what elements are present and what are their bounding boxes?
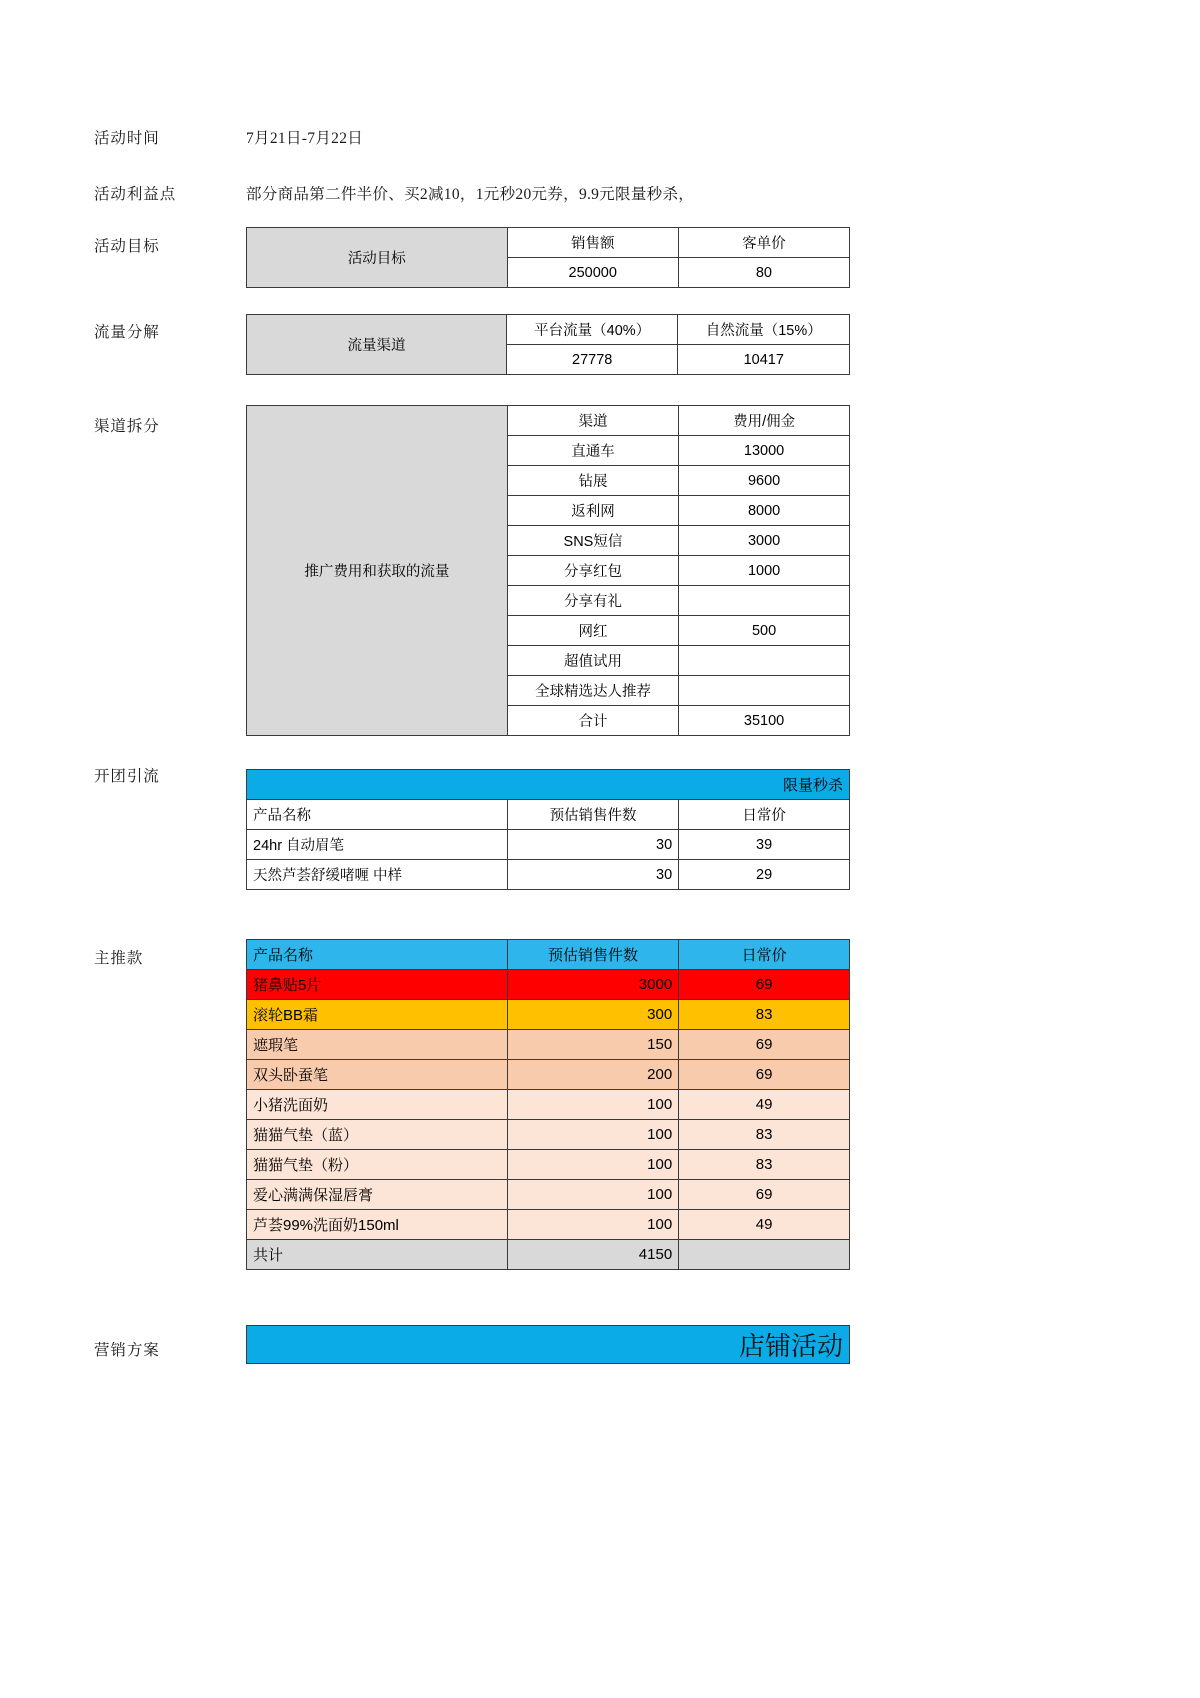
traffic-col-platform: 平台流量（40%） <box>506 315 678 345</box>
goal-row-header: 活动目标 <box>247 228 508 288</box>
main-product-price: 83 <box>679 1150 850 1180</box>
goal-table <box>246 227 850 288</box>
main-product-price <box>679 1240 850 1270</box>
flash-col-header: 预估销售件数 <box>507 800 678 830</box>
main-product-qty: 300 <box>507 1000 678 1030</box>
channel-col-name: 渠道 <box>507 406 678 436</box>
goal-col-aov: 客单价 <box>678 228 849 258</box>
table-row <box>247 1180 850 1210</box>
marketing-banner-text: 店铺活动 <box>247 1326 850 1364</box>
table-row <box>247 940 850 970</box>
channel-cost: 1000 <box>679 556 850 586</box>
goal-value-sales: 250000 <box>507 258 678 288</box>
main-product-name: 爱心满满保湿唇膏 <box>247 1180 508 1210</box>
table-row <box>247 406 850 436</box>
table-row <box>247 800 850 830</box>
table-row <box>247 315 850 345</box>
label-activity-benefits: 活动利益点 <box>94 186 177 203</box>
main-product-qty: 100 <box>507 1150 678 1180</box>
flash-product-name: 天然芦荟舒缓啫喱 中样 <box>247 860 508 890</box>
label-launch-traffic: 开团引流 <box>94 768 160 785</box>
main-product-qty: 3000 <box>507 970 678 1000</box>
channel-cost: 3000 <box>679 526 850 556</box>
label-main-products: 主推款 <box>94 950 144 967</box>
table-row <box>247 1090 850 1120</box>
main-product-price: 49 <box>679 1090 850 1120</box>
main-product-name: 遮瑕笔 <box>247 1030 508 1060</box>
main-product-qty: 200 <box>507 1060 678 1090</box>
table-row <box>247 860 850 890</box>
flash-col-header: 产品名称 <box>247 800 508 830</box>
channel-name: 合计 <box>507 706 678 736</box>
traffic-col-organic: 自然流量（15%） <box>678 315 850 345</box>
main-product-qty: 100 <box>507 1090 678 1120</box>
main-product-price: 49 <box>679 1210 850 1240</box>
channel-cost <box>679 646 850 676</box>
channel-name: 返利网 <box>507 496 678 526</box>
label-activity-time: 活动时间 <box>94 130 160 147</box>
main-product-price: 69 <box>679 1030 850 1060</box>
channel-cost <box>679 676 850 706</box>
table-row <box>247 228 850 258</box>
flash-product-name: 24hr 自动眉笔 <box>247 830 508 860</box>
channel-cost: 35100 <box>679 706 850 736</box>
main-product-name: 猫猫气垫（粉） <box>247 1150 508 1180</box>
channel-cost: 500 <box>679 616 850 646</box>
main-product-price: 69 <box>679 1180 850 1210</box>
label-activity-goal: 活动目标 <box>94 238 160 255</box>
label-marketing-plan: 营销方案 <box>94 1342 160 1359</box>
table-row <box>247 1150 850 1180</box>
channel-cost: 8000 <box>679 496 850 526</box>
main-product-price: 69 <box>679 1060 850 1090</box>
traffic-row-header: 流量渠道 <box>247 315 507 375</box>
table-row <box>247 1120 850 1150</box>
main-product-price: 69 <box>679 970 850 1000</box>
channel-row-header: 推广费用和获取的流量 <box>247 406 508 736</box>
table-row <box>247 1060 850 1090</box>
table-row <box>247 970 850 1000</box>
main-col-header: 日常价 <box>679 940 850 970</box>
channel-name: 分享有礼 <box>507 586 678 616</box>
goal-value-aov: 80 <box>678 258 849 288</box>
main-product-price: 83 <box>679 1120 850 1150</box>
label-traffic-breakdown: 流量分解 <box>94 324 160 341</box>
channel-col-cost: 费用/佣金 <box>679 406 850 436</box>
main-product-qty: 100 <box>507 1120 678 1150</box>
traffic-value-organic: 10417 <box>678 345 850 375</box>
flash-product-qty: 30 <box>507 860 678 890</box>
main-product-name: 双头卧蚕笔 <box>247 1060 508 1090</box>
table-row <box>247 1000 850 1030</box>
flash-product-qty: 30 <box>507 830 678 860</box>
flash-sale-table <box>246 769 850 890</box>
channel-cost: 13000 <box>679 436 850 466</box>
table-row <box>247 830 850 860</box>
channel-name: 直通车 <box>507 436 678 466</box>
main-product-price: 83 <box>679 1000 850 1030</box>
main-product-name: 猫猫气垫（蓝） <box>247 1120 508 1150</box>
main-product-qty: 4150 <box>507 1240 678 1270</box>
channel-name: 全球精选达人推荐 <box>507 676 678 706</box>
main-product-name: 滚轮BB霜 <box>247 1000 508 1030</box>
value-activity-time: 7月21日-7月22日 <box>246 130 364 147</box>
channel-name: SNS短信 <box>507 526 678 556</box>
table-row <box>247 1210 850 1240</box>
table-row <box>247 1030 850 1060</box>
main-product-qty: 100 <box>507 1210 678 1240</box>
channel-name: 钻展 <box>507 466 678 496</box>
main-product-name: 共计 <box>247 1240 508 1270</box>
main-product-name: 芦荟99%洗面奶150ml <box>247 1210 508 1240</box>
channel-name: 超值试用 <box>507 646 678 676</box>
main-product-qty: 100 <box>507 1180 678 1210</box>
label-channel-split: 渠道拆分 <box>94 418 160 435</box>
value-activity-benefits: 部分商品第二件半价、买2减10，1元秒20元券，9.9元限量秒杀， <box>246 186 695 203</box>
table-row <box>247 1240 850 1270</box>
flash-col-header: 日常价 <box>679 800 850 830</box>
main-col-header: 预估销售件数 <box>507 940 678 970</box>
flash-sale-banner: 限量秒杀 <box>247 770 850 800</box>
channel-cost: 9600 <box>679 466 850 496</box>
main-col-header: 产品名称 <box>247 940 508 970</box>
flash-product-price: 39 <box>679 830 850 860</box>
channel-name: 分享红包 <box>507 556 678 586</box>
flash-product-price: 29 <box>679 860 850 890</box>
main-products-table <box>246 939 850 1270</box>
channel-cost <box>679 586 850 616</box>
goal-col-sales: 销售额 <box>507 228 678 258</box>
marketing-banner-table <box>246 1325 850 1364</box>
table-row <box>247 1326 850 1364</box>
table-row <box>247 770 850 800</box>
channel-table <box>246 405 850 736</box>
main-product-qty: 150 <box>507 1030 678 1060</box>
channel-name: 网红 <box>507 616 678 646</box>
main-product-name: 小猪洗面奶 <box>247 1090 508 1120</box>
main-product-name: 猪鼻贴5片 <box>247 970 508 1000</box>
traffic-value-platform: 27778 <box>506 345 678 375</box>
traffic-table <box>246 314 850 375</box>
